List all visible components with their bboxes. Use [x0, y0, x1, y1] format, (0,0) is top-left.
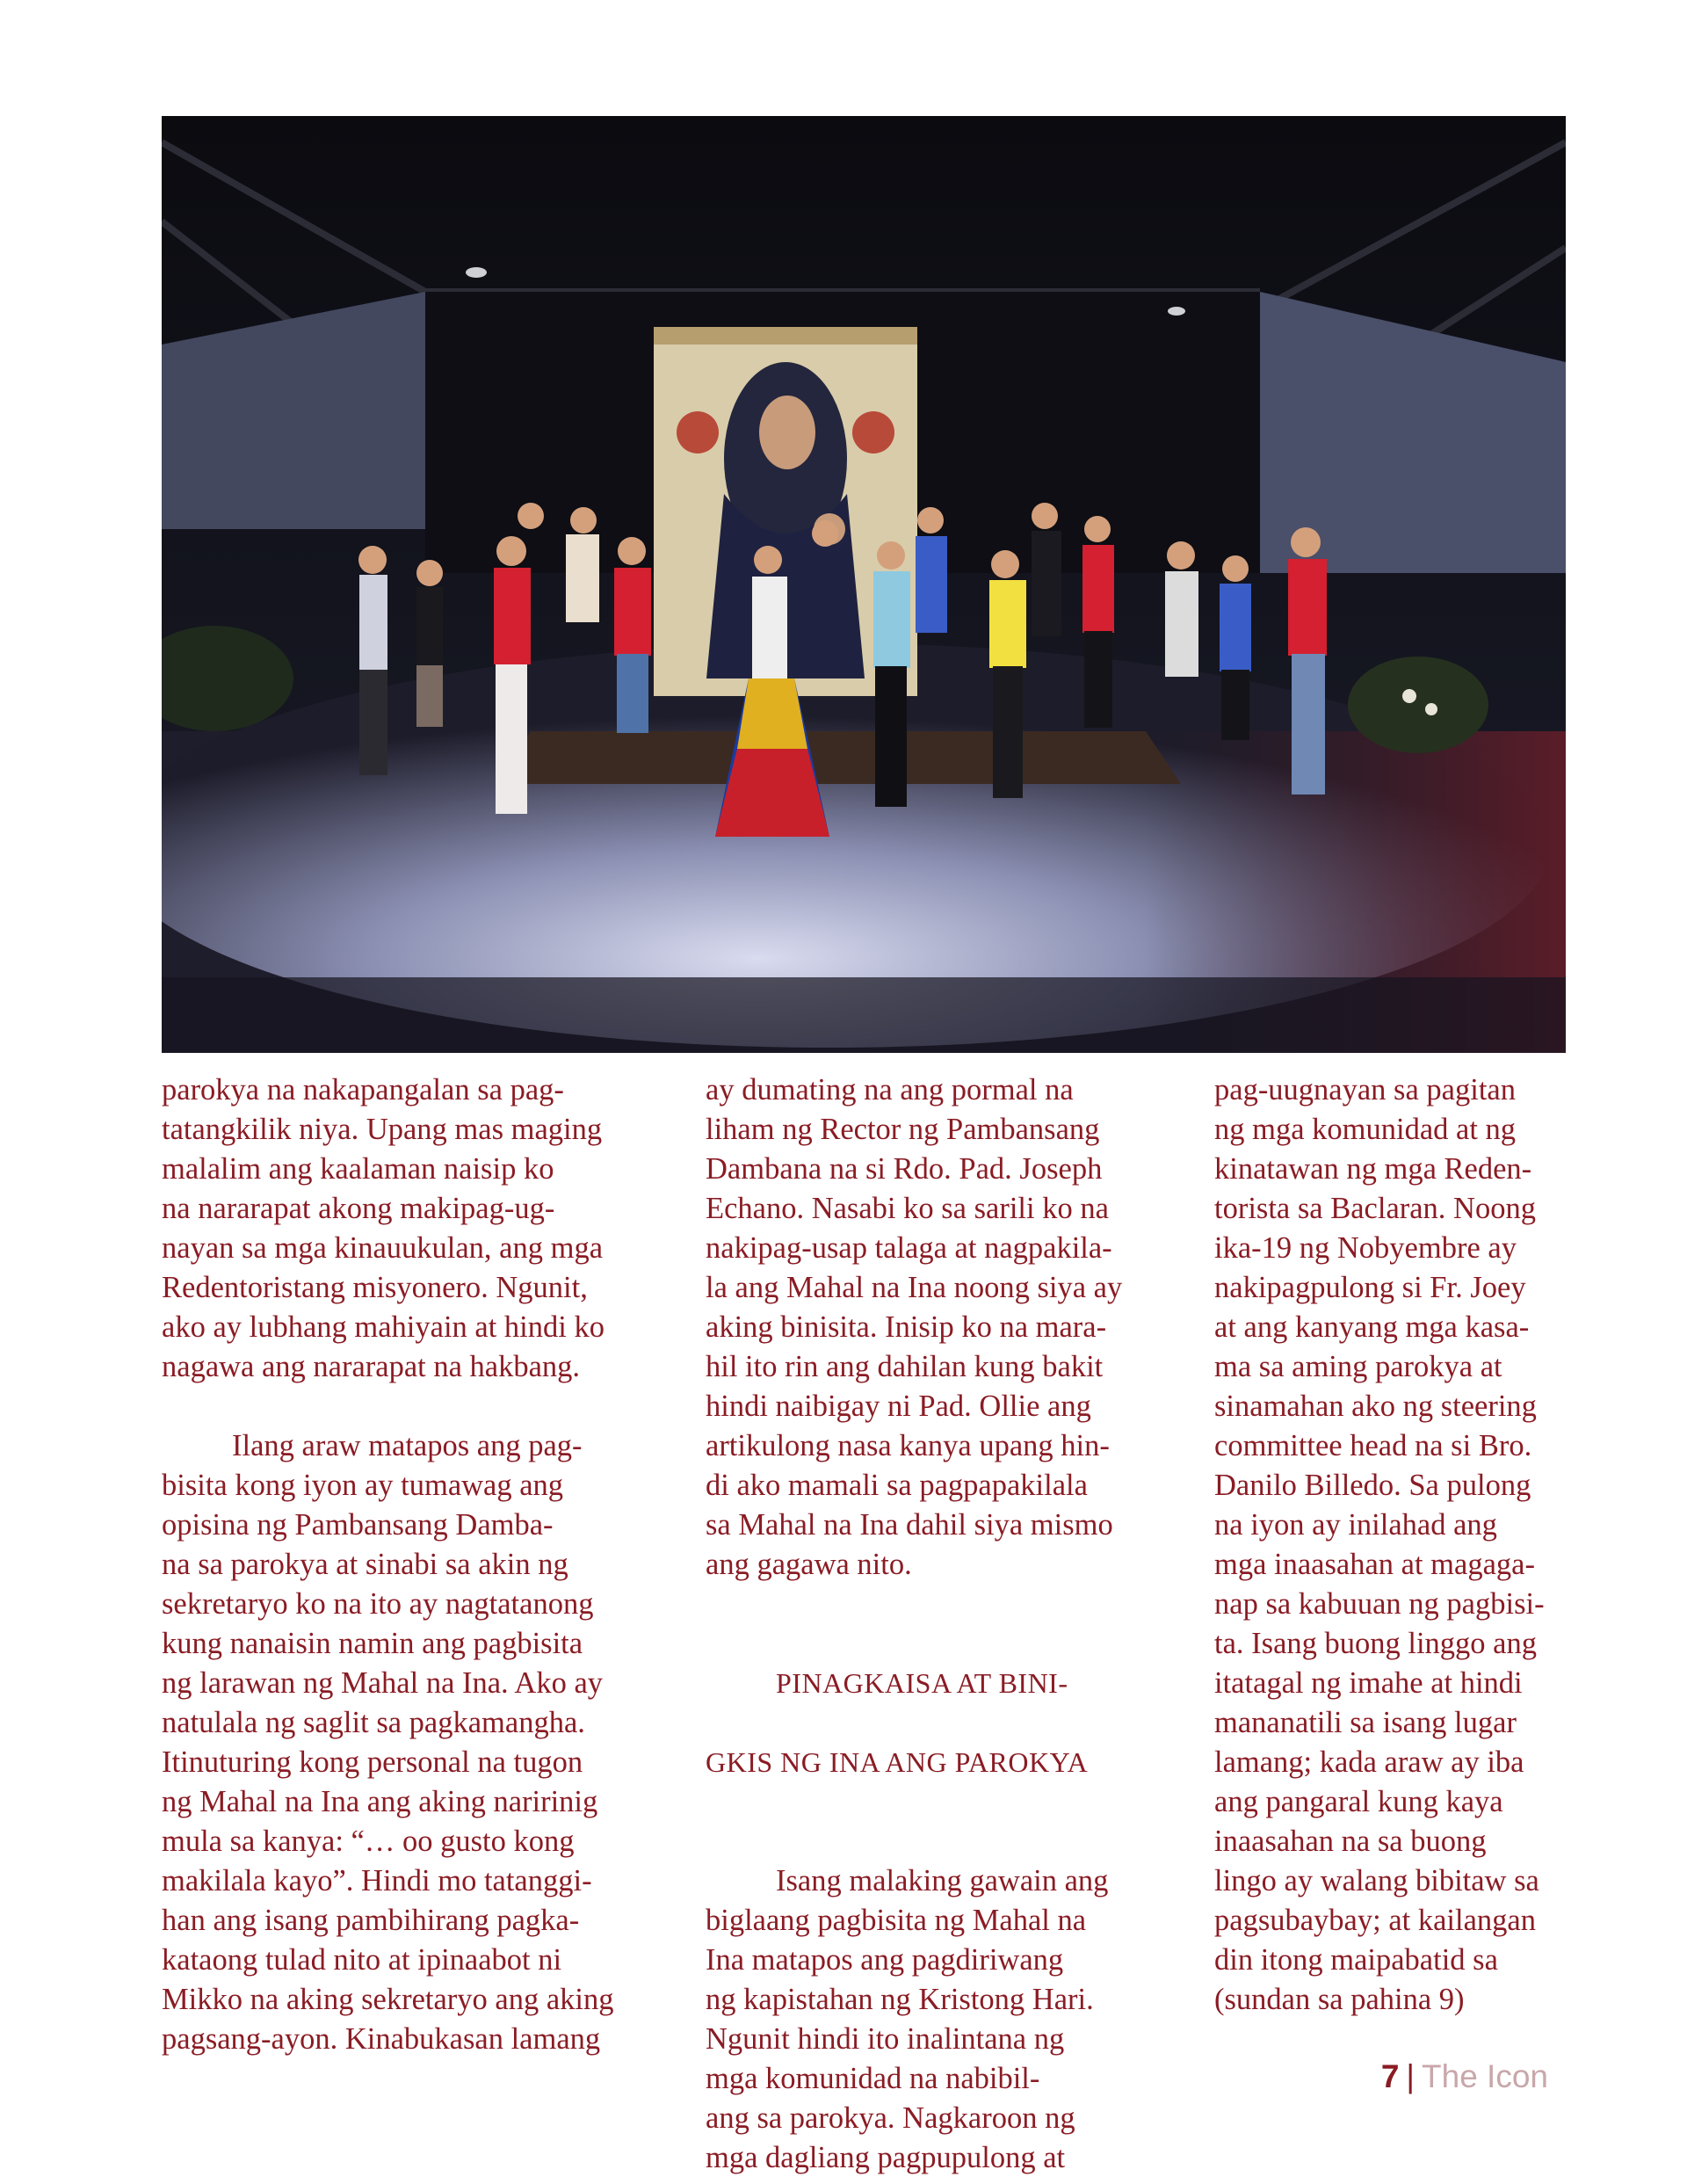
magazine-title: The Icon	[1422, 2058, 1548, 2094]
paragraph: ay dumating na ang pormal na liham ng Rector ng Pambansang Dambana na si Rdo. Pad. Joseph Echano. Nasabi ko sa sarili ko na nakipag-usap talaga at nagpakila- la ang Mahal na Ina noong siya ay aking binisita. Inisip ko na mara- hil ito rin ang dahilan kung bakit hindi naibigay ni Pad. Ollie ang artikulong nasa kanya upang hin- di ako mamali sa pagpapakilala sa Mahal na Ina dahil siya mismo ang gagawa nito.	[706, 1073, 1123, 1581]
article-column-3	[1214, 1070, 1583, 2020]
photo-illustration	[162, 116, 1566, 1053]
paragraph: Isang malaking gawain ang biglaang pagbisita ng Mahal na Ina matapos ang pagdiriwang ng kapistahan ng Kristong Hari. Ngunit hindi ito inalintana ng mga komunidad na nabibil- ang sa parokya. Nagkaroon ng mga dagliang pagpupulong at	[706, 1864, 1109, 2174]
page-number: 7	[1380, 2058, 1400, 2094]
page-footer	[1381, 2058, 1548, 2095]
paragraph: parokya na nakapangalan sa pag- tatangkilik niya. Upang mas maging malalim ang kaalaman naisip ko na nararapat akong makipag-ug- nayan sa mga kinauukulan, ang mga Redentoristang misyonero. Ngunit, ako ay lubhang mahiyain at hindi ko nagawa ang nararapat na hakbang.	[162, 1073, 605, 1383]
paragraph: pag-uugnayan sa pagitan ng mga komunidad at ng kinatawan ng mga Reden- torista sa Baclaran. Noong ika-19 ng Nobyembre ay nakipagpulong si Fr. Joey at ang kanyang mga kasa- ma sa aming parokya at sinamahan ako ng steering committee head na si Bro. Danilo Billedo. Sa pulong na iyon ay inilahad ang mga inaasahan at magaga- nap sa kabuuan ng pagbisi- ta. Isang buong linggo ang itatagal ng imahe at hindi mananatili sa isang lugar lamang; kada araw ay iba ang pangaral kung kaya inaasahan na sa buong lingo ay walang bibitaw sa pagsubaybay; at kailangan din itong maipabatid sa (sundan sa pahina 9)	[1214, 1073, 1545, 2016]
section-heading-line-2: GKIS NG INA ANG PAROKYA	[706, 1746, 1089, 1778]
stage-performance-photo	[162, 116, 1566, 1053]
article-column-1	[162, 1070, 662, 2059]
section-heading	[706, 1624, 1171, 1822]
section-heading-line-1: PINAGKAISA AT BINI-	[776, 1667, 1068, 1699]
article-column-2	[706, 1070, 1171, 2178]
paragraph: Ilang araw matapos ang pag- bisita kong iyon ay tumawag ang opisina ng Pambansang Damba- na sa parokya at sinabi sa akin ng sekretaryo ko na ito ay nagtatanong kung nanaisin namin ang pagbisita ng larawan ng Mahal na Ina. Ako ay natulala ng saglit sa pagkamangha. Itinuturing kong personal na tugon ng Mahal na Ina ang aking naririnig mula sa kanya: “… oo gusto kong makilala kayo”. Hindi mo tatanggi- han ang isang pambihirang pagka- kataong tulad nito at ipinaabot ni Mikko na aking sekretaryo ang aking pagsang-ayon. Kinabukasan lamang	[162, 1429, 614, 2056]
footer-separator: |	[1406, 2058, 1415, 2094]
